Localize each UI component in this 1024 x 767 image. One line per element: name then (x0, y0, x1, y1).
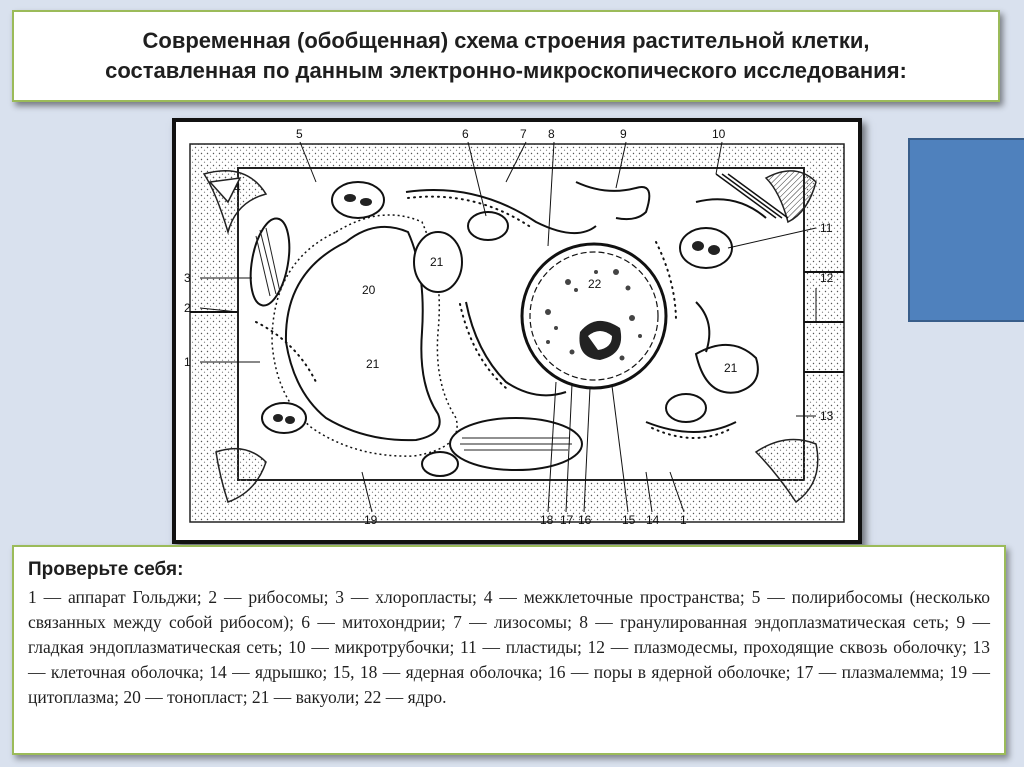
label-1: 1 (184, 355, 191, 369)
label-22: 22 (588, 277, 602, 291)
label-6: 6 (462, 127, 469, 141)
answer-key-heading: Проверьте себя: (28, 559, 184, 580)
mitochondrion (680, 228, 732, 268)
label-21-small: 21 (430, 255, 444, 269)
title-line-2: составленная по данным электронно-микроскопического исследования: (105, 58, 907, 83)
answer-key-box (12, 545, 1006, 755)
nucleus (522, 244, 666, 388)
cell-diagram (172, 118, 862, 544)
label-9: 9 (620, 127, 627, 141)
label-1-bottom: 1 (680, 513, 687, 527)
label-12: 12 (820, 271, 834, 285)
mitochondrion (332, 182, 384, 218)
label-8: 8 (548, 127, 555, 141)
label-20: 20 (362, 283, 376, 297)
label-14: 14 (646, 513, 660, 527)
label-13: 13 (820, 409, 834, 423)
title-line-1: Современная (обобщенная) схема строения растительной клетки, (142, 28, 870, 53)
label-7: 7 (520, 127, 527, 141)
label-18: 18 (540, 513, 554, 527)
label-3: 3 (184, 271, 191, 285)
label-21-right: 21 (724, 361, 738, 375)
mitochondrion (666, 394, 706, 422)
label-5: 5 (296, 127, 303, 141)
label-4: 4 (234, 181, 241, 195)
label-11: 11 (820, 221, 833, 235)
answer-key-text: 1 — аппарат Гольджи; 2 — рибосомы; 3 — хлоропласты; 4 — межклеточные пространства; 5 — полирибосомы (несколько связанных между собой рибосом); 6 — митохондрии; 7 — лизосомы; 8 — гранулированная эндоплазматическая сеть; 9 — гладкая эндоплазматическая сеть; 10 — микротрубочки; 11 — пластиды; 12 — плазмодесмы, проходящие сквозь оболочку; 13 — клеточная оболочка; 14 — ядрышко; 15, 18 — ядерная оболочка; 16 — поры в ядерной оболочке; 17 — плазмалемма; 19 — цитоплазма; 20 — тонопласт; 21 — вакуоли; 22 — ядро. (28, 587, 990, 707)
mitochondrion (262, 403, 306, 433)
title-box (12, 10, 1000, 102)
cell-diagram-drawing (176, 122, 858, 540)
accent-rectangle (908, 138, 1024, 322)
label-19: 19 (364, 513, 378, 527)
mitochondrion (468, 212, 508, 240)
label-17: 17 (560, 513, 574, 527)
label-15: 15 (622, 513, 636, 527)
label-2: 2 (184, 301, 191, 315)
label-10: 10 (712, 127, 726, 141)
label-16: 16 (578, 513, 592, 527)
label-21-central: 21 (366, 357, 380, 371)
mitochondrion (422, 452, 458, 476)
